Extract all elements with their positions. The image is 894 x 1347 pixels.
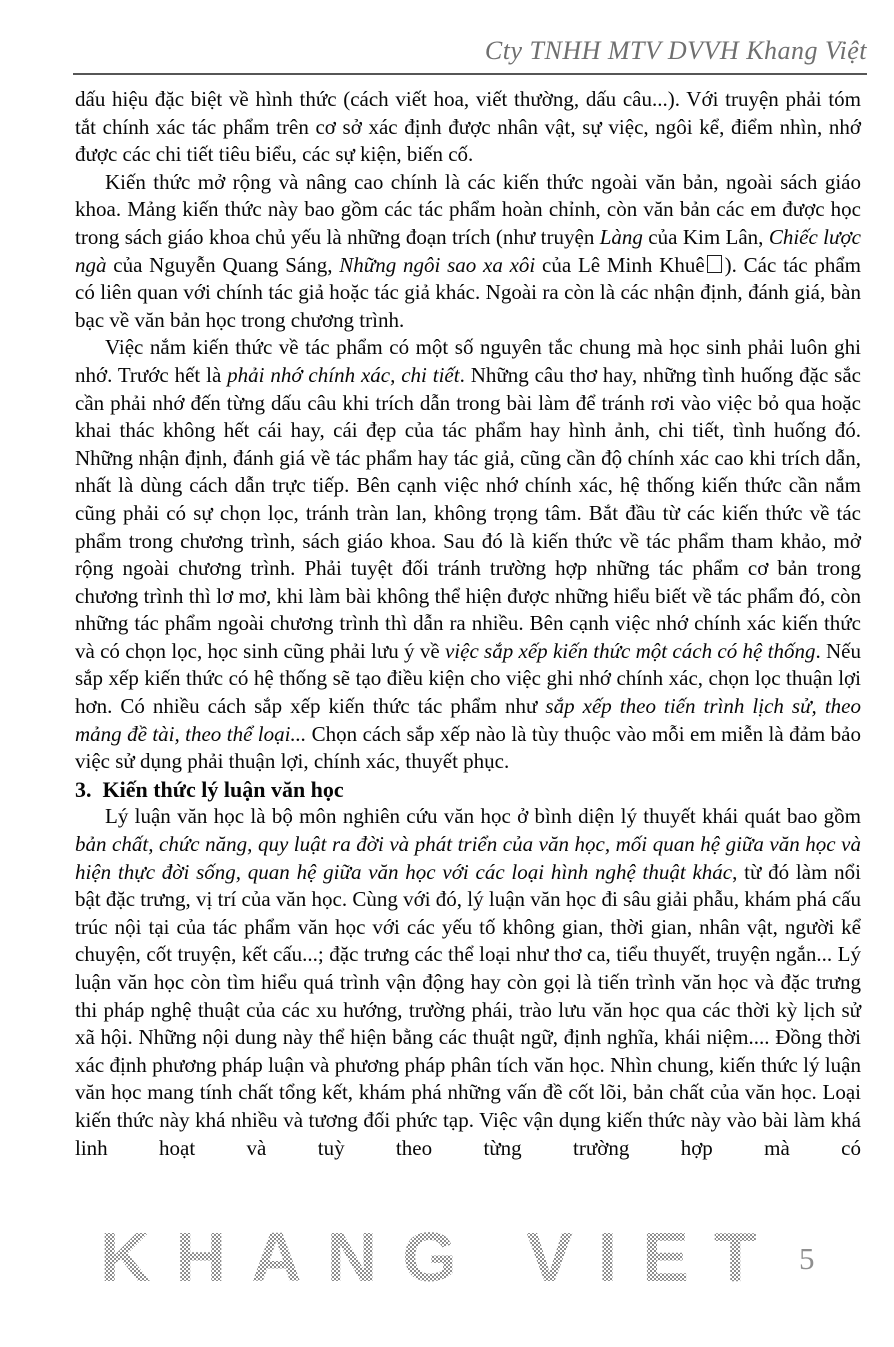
text-run: . Những câu thơ hay, những tình huống đặc sắc cần phải nhớ đến từng dấu câu khi trích dẫn trong bài làm để tránh rơi vào việc bỏ qua hoặc khai thác không hết cái hay, cái đẹp của tác phẩm hay hình ảnh, chi tiết, tình huống đó. Những nhận định, đánh giá về tác phẩm hay tác giả, cũng cần độ chính xác cao khi trích dẫn, nhất là dùng cách dẫn trực tiếp. Bên cạnh việc nhớ chính xác, hệ thống kiến thức cần nắm cũng phải có sự chọn lọc, tránh tràn lan, không trọng tâm. Bắt đầu từ các kiến thức về tác phẩm trong chương trình, sách giáo khoa. Sau đó là kiến thức về tác phẩm tham khảo, mở rộng ngoài chương trình. Phải tuyệt đối tránh trường hợp những tác phẩm cơ bản trong chương trình thì lơ mơ, khi làm bài không thể hiện được những hiểu biết về tác phẩm đó, còn những tác phẩm ngoài chương trình thì dẫn ra nhiều. Bên cạnh việc nhớ chính xác kiến thức và có chọn lọc, học sinh cũng phải lưu ý về <box>75 362 861 663</box>
text-run: Chiếc lược ngà <box>75 224 861 277</box>
text-run: bản chất, chức năng, quy luật ra đời và phát triển của văn học, mối quan hệ giữa văn học và hiện thực đời sống, quan hệ giữa văn học với các loại hình nghệ thuật khác <box>75 832 861 884</box>
page-header <box>73 36 867 75</box>
text-run: việc sắp xếp kiến thức một cách có hệ thống <box>444 638 816 663</box>
text-run: Làng <box>599 224 643 249</box>
paragraph <box>75 803 861 1162</box>
text-run: Chọn cách sắp xếp nào là tùy thuộc vào mỗi em miễn là đảm bảo việc sử dụng phải thuận lợi, chính xác, thuyết phục. <box>75 721 862 774</box>
section-heading <box>75 776 861 804</box>
text-run: dấu hiệu đặc biệt về hình thức (cách viết hoa, viết thường, dấu câu...). Với truyện phải tóm tắt chính xác tác phẩm trên cơ sở xác định được nhân vật, sự việc, ngôi kể, điểm nhìn, nhớ được các chi tiết tiêu biểu, các sự kiện, biến cố. <box>75 87 861 167</box>
paragraph <box>75 334 861 776</box>
missing-glyph-box <box>707 255 722 273</box>
text-run: của Lê Minh Khuê <box>535 252 705 277</box>
text-run: ). Các tác phẩm có liên quan với chính tác giả hoặc tác giả khác. Ngoài ra còn là các nhận định, đánh giá, bàn bạc về văn bản học trong chương trình. <box>75 252 861 332</box>
header-company-name: Cty TNHH MTV DVVH Khang Việt <box>484 36 867 65</box>
text-run: của Kim Lân, <box>642 224 769 249</box>
text-run: Những ngôi sao xa xôi <box>339 252 536 277</box>
section-title: Kiến thức lý luận văn học <box>102 776 344 802</box>
text-run: Kiến thức mở rộng và nâng cao chính là các kiến thức ngoài văn bản, ngoài sách giáo khoa. Mảng kiến thức này bao gồm các tác phẩm hoàn chỉnh, còn văn bản các em được học trong sách giáo khoa chủ yếu là những đoạn trích (như truyện <box>75 169 861 249</box>
page-body <box>75 86 861 1162</box>
text-run: Việc nắm kiến thức về tác phẩm có một số nguyên tắc chung mà học sinh phải luôn ghi nhớ. Trước hết là <box>75 335 861 387</box>
text-run: sắp xếp theo tiến trình lịch sử, theo mảng đề tài, theo thể loại... <box>75 694 862 746</box>
paragraph <box>75 169 861 335</box>
text-run: Lý luận văn học là bộ môn nghiên cứu văn học ở bình diện lý thuyết khái quát bao gồm <box>105 804 861 829</box>
text-run: của Nguyễn Quang Sáng, <box>106 252 340 277</box>
watermark: KHANG VIET <box>100 1218 782 1296</box>
section-number: 3. <box>75 776 92 802</box>
text-run: phải nhớ chính xác, chi tiết <box>227 362 460 387</box>
text-run: , từ đó làm nổi bật đặc trưng, vị trí của văn học. Cùng với đó, lý luận văn học đi sâu giải phẫu, khám phá cấu trúc nội tại của tác phẩm văn học với các yếu tố không gian, thời gian, nhân vật, người kể chuyện, cốt truyện, kết cấu...; đặc trưng các thể loại như thơ ca, tiểu thuyết, truyện ngắn... Lý luận văn học còn tìm hiểu quá trình vận động hay còn gọi là tiến trình văn học và đặc trưng thi pháp nghệ thuật của các xu hướng, trường phái, trào lưu văn học qua các thời kỳ lịch sử xã hội. Những nội dung này thể hiện bằng các thuật ngữ, định nghĩa, khái niệm.... Đồng thời xác định phương pháp luận và phương pháp phân tích văn học. Nhìn chung, kiến thức lý luận văn học mang tính chất tổng kết, khám phá những vấn đề cốt lõi, bản chất của văn học. Loại kiến thức này khá nhiều và tương đối phức tạp. Việc vận dụng kiến thức này vào bài làm khá linh hoạt và tuỳ theo từng trường hợp mà có <box>75 859 862 1160</box>
page-number: 5 <box>799 1241 815 1276</box>
text-run: . Nếu sắp xếp kiến thức có hệ thống sẽ tạo điều kiện cho việc ghi nhớ chính xác, chọn lọc thuận lợi hơn. Có nhiều cách sắp xếp kiến thức tác phẩm như <box>75 638 861 719</box>
paragraph <box>75 86 861 169</box>
